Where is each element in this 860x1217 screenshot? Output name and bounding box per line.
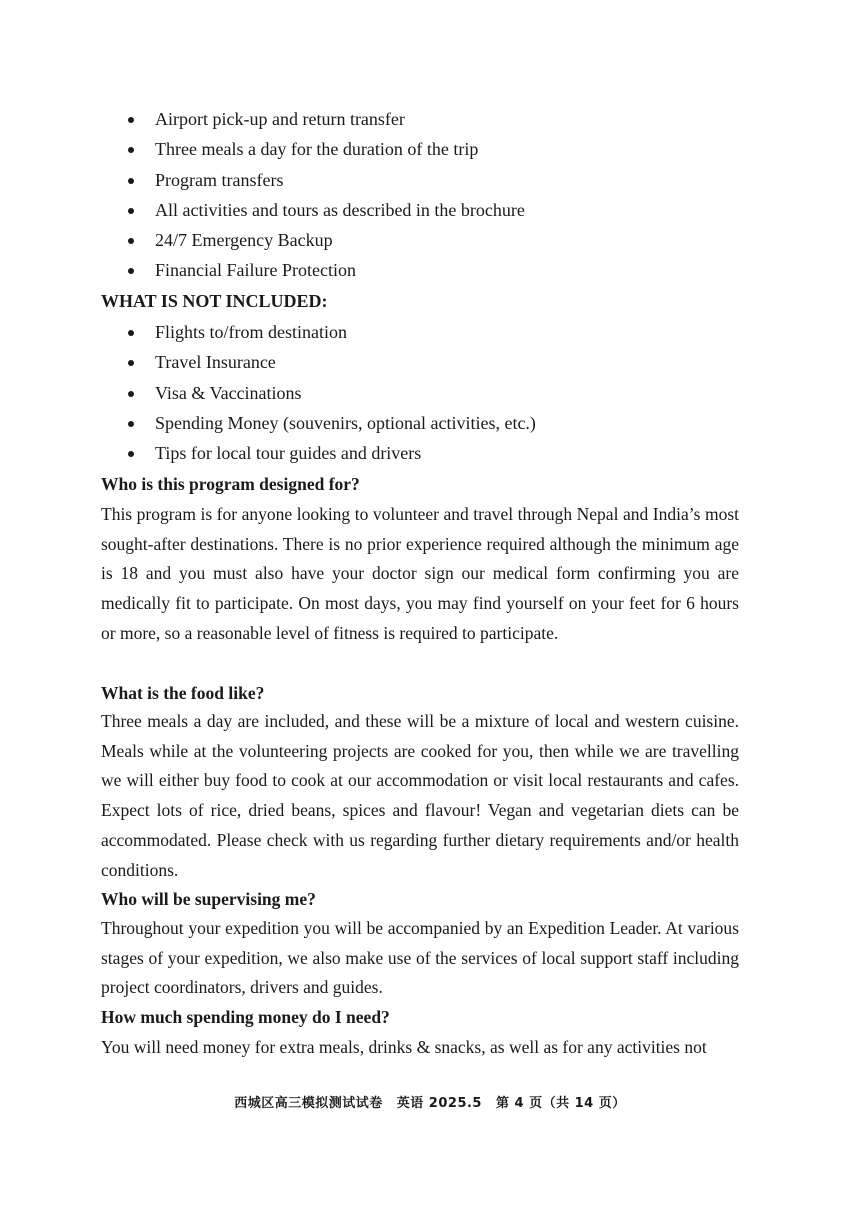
not-included-heading: WHAT IS NOT INCLUDED: [101,291,328,311]
list-item-text: All activities and tours as described in the brochure [155,199,525,220]
list-item-text: Financial Failure Protection [155,260,356,281]
list-item-text: Spending Money (souvenirs, optional activities, etc.) [155,412,536,433]
faq-answer-food: Three meals a day are included, and these will be a mixture of local and western cuisine. Meals while at the volunteering projects are cooked for you, then while we are travelling we will either buy food to cook at our accommodation or visit local restaurants and cafes. Expect lots of rice, dried beans, spices and flavour! Vegan and vegetarian diets can be accommodated. Please check with us regarding further dietary requirements and/or health conditions. [101,711,739,880]
list-item-text: Travel Insurance [155,352,276,373]
page-footer [0,1092,860,1111]
list-item-text: Tips for local tour guides and drivers [155,443,422,464]
faq-answer-spending: You will need money for extra meals, drinks & snacks, as well as for any activities not [101,1037,707,1057]
list-item [0,347,860,377]
bullet-icon [128,391,134,397]
bullet-icon [128,117,134,123]
list-item [0,378,860,408]
footer-page-number: 第 4 页（共 14 页） [495,1096,626,1111]
footer-subject: 英语 2025.5 [396,1096,482,1111]
bullet-icon [128,421,134,427]
list-item-text: Flights to/from destination [155,322,347,342]
list-item-text: Three meals a day for the duration of the trip [155,139,479,160]
list-item [0,317,860,347]
bullet-icon [128,330,134,336]
included-list [0,104,860,286]
faq-question-supervision: Who will be supervising me? [101,889,316,909]
list-item [0,195,860,225]
faq-question-program: Who is this program designed for? [101,474,360,494]
list-item-text: Airport pick-up and return transfer [155,109,405,129]
list-item-text: Visa & Vaccinations [155,382,302,403]
list-item [0,408,860,438]
faq-answer-supervision: Throughout your expedition you will be accompanied by an Expedition Leader. At various stages of your expedition, we also make use of the services of local support staff including project coordinators, drivers and guides. [101,918,739,998]
list-item-text: Program transfers [155,169,284,190]
list-item [0,165,860,195]
bullet-icon [128,268,134,274]
list-item [0,225,860,255]
faq-answer-program: This program is for anyone looking to volunteer and travel through Nepal and India’s most sought-after destinations. There is no prior experience required although the minimum age is 18 and you must also have your doctor sign our medical form confirming you are medically fit to participate. On most days, you may find yourself on your feet for 6 hours or more, so a reasonable level of fitness is required to participate. [101,504,739,643]
bullet-icon [128,360,134,366]
list-item [0,255,860,285]
not-included-list [0,317,860,468]
list-item [0,104,860,134]
list-item [0,438,860,468]
list-item [0,134,860,164]
bullet-icon [128,238,134,244]
faq-question-spending: How much spending money do I need? [101,1007,390,1027]
bullet-icon [128,178,134,184]
bullet-icon [128,451,134,457]
bullet-icon [128,147,134,153]
bullet-icon [128,208,134,214]
list-item-text: 24/7 Emergency Backup [155,230,333,251]
footer-exam-title: 西城区高三模拟测试试卷 [234,1096,383,1111]
faq-question-food: What is the food like? [101,683,265,703]
